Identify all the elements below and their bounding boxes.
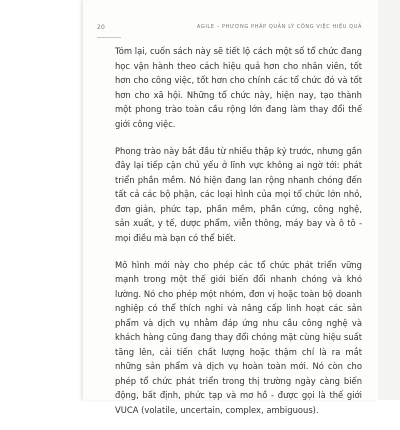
- paragraph-1: Tóm lại, cuốn sách này sẽ tiết lộ cách một số tổ chức đang học vận hành theo cách hiệu quả hơn cho nhân viên, tốt hơn cho công việc, tốt hơn cho chính các tổ chức đó và tốt hơn cho xã hội. Những tổ chức này, hiện nay, tạo thành một phong trào toàn cầu rộng lớn đang làm thay đổi thế giới công việc.: [115, 46, 362, 129]
- page-header: [97, 24, 364, 34]
- paragraph-2: Phong trào này bắt đầu từ nhiều thập kỷ trước, nhưng gần đây lại tiếp cận chủ yếu ở lĩnh vực không ai ngờ tới: phát triển phần mềm. Nó hiện đang lan rộng nhanh chóng đến tất cả các bộ phận, các loại hình của mọi tổ chức lớn nhỏ, đơn giản, phức tạp, phần mềm, phần cứng, công nghệ, sản xuất, y tế, dược phẩm, viễn thông, máy bay và ô tô - mọi điều mà bạn có thể biết.: [115, 145, 362, 243]
- paragraph-3: Mô hình mới này cho phép các tổ chức phát triển vững mạnh trong một thế giới biến đổi nhanh chóng và khó lường. Nó cho phép một nhóm, đơn vị hoặc toàn bộ doanh nghiệp có thể thích nghi và nâng cấp linh hoạt các sản phẩm và dịch vụ nhằm đáp ứng nhu cầu công nghệ và khách hàng cũng đang thay đổi chóng mặt cùng hiệu suất tăng lên, cải tiến chất lượng hoặc thậm chí là ra mắt những sản phẩm và dịch vụ hoàn toàn mới. Nó còn cho phép tổ chức phát triển trong thị trường ngày càng biến động, bất định, phức tạp và mơ hồ - được gọi là thế giới VUCA (volatile, uncertain, complex, ambiguous).: [115, 259, 362, 415]
- page-number: 20: [97, 24, 106, 31]
- header-rule: [97, 37, 121, 38]
- body-text: [115, 44, 362, 430]
- adjacent-page-edge: [378, 0, 400, 400]
- book-page: [83, 0, 378, 415]
- running-title: AGILE – PHƯƠNG PHÁP QUẢN LÝ CÔNG VIỆC HIỆU QUẢ: [196, 24, 362, 30]
